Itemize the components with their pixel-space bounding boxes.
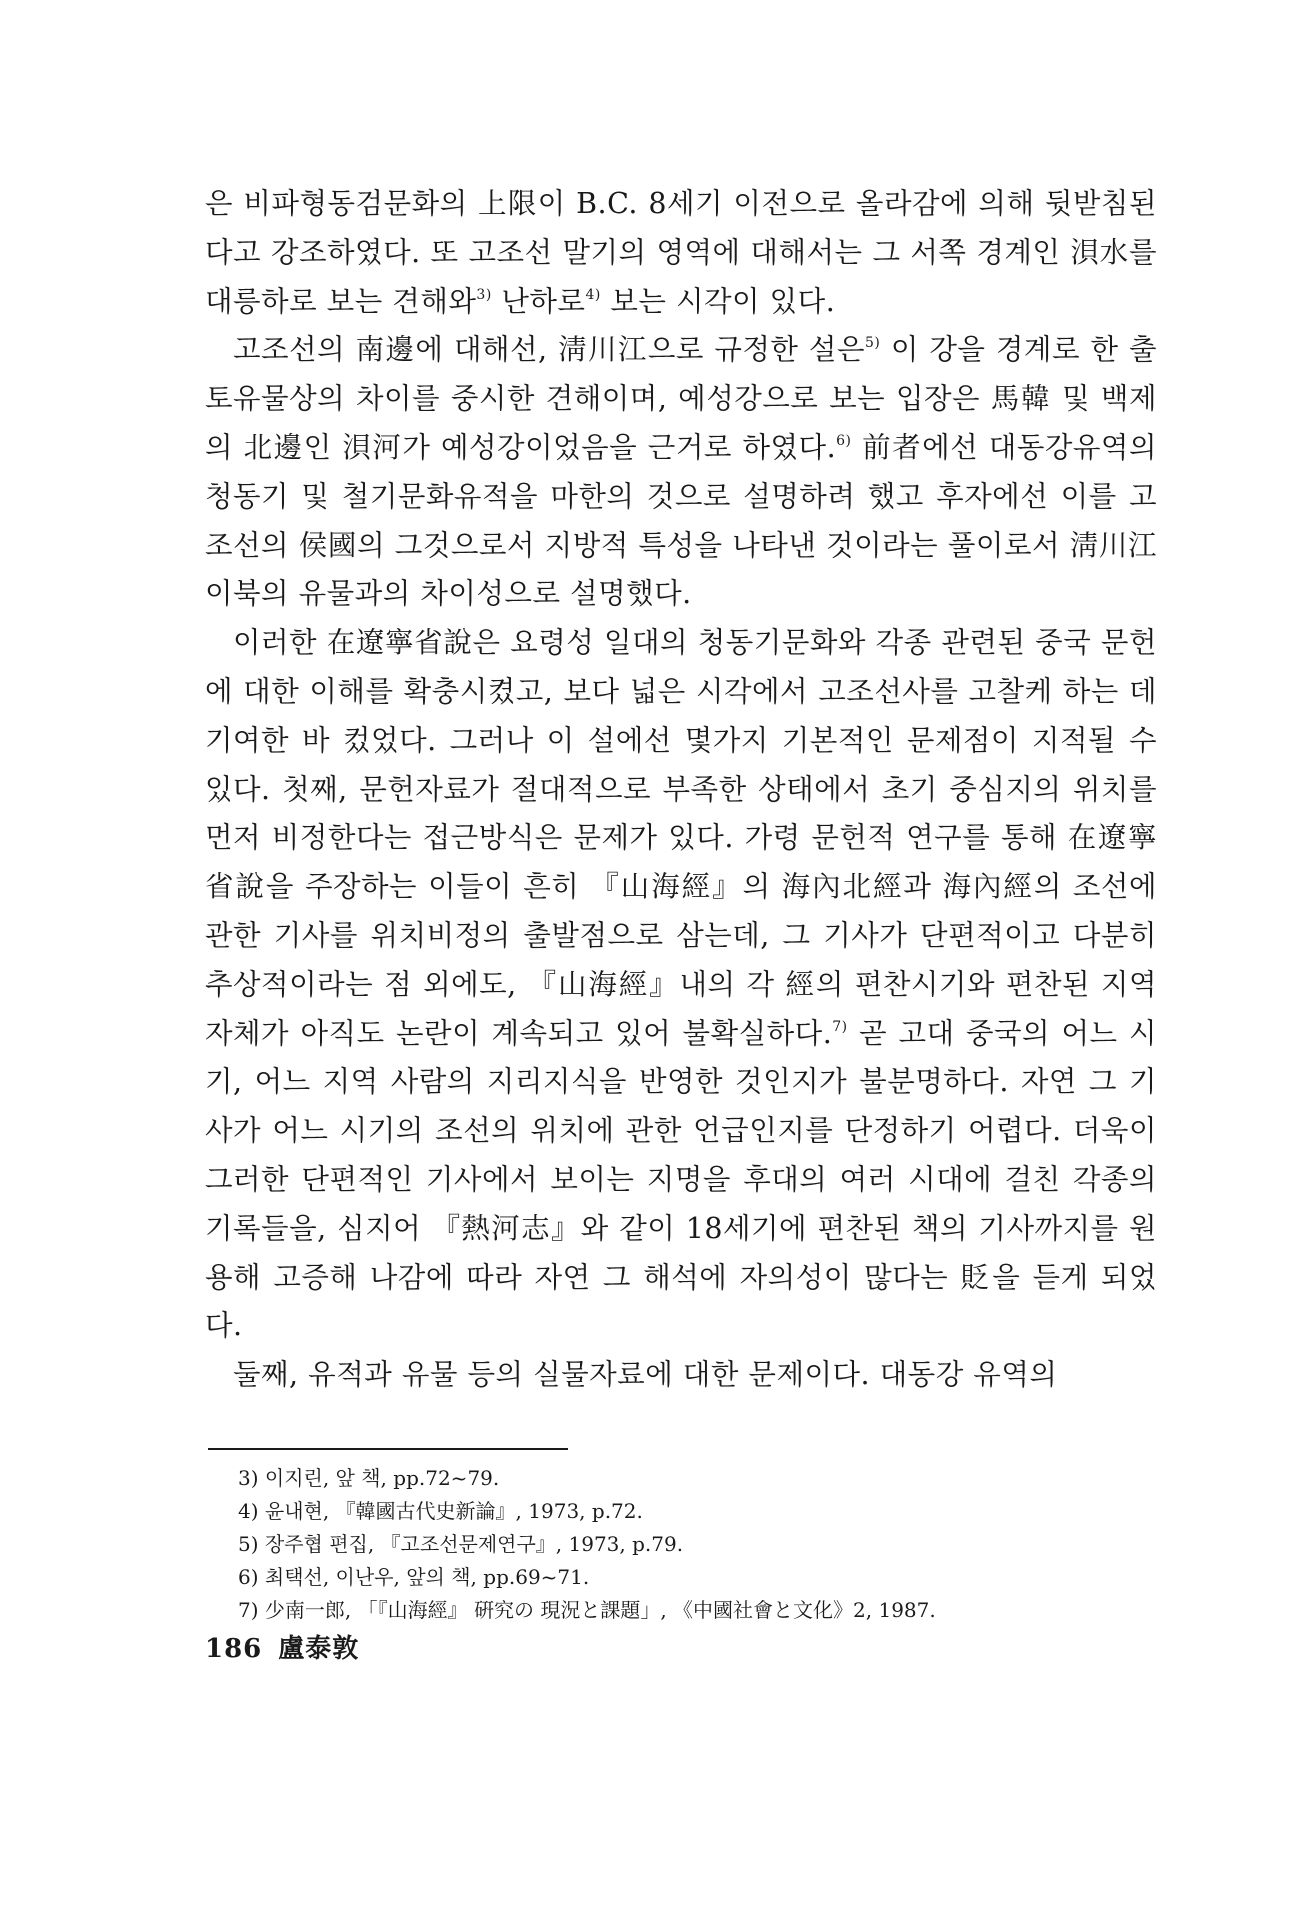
text-run: 이 강을 경계로 한 출토유물상의 차이를 중시한 견해이며, 예성강으로 보는 입장은 馬韓 및 백제의 北邊인 浿河가 예성강이었음을 근거로 하였다. — [205, 333, 1158, 464]
footnote: 3) 이지린, 앞 책, pp.72~79. — [238, 1466, 500, 1490]
footnote: 5) 장주협 편집, 『고조선문제연구』, 1973, p.79. — [238, 1532, 684, 1556]
text-run: 은 비파형동검문화의 上限이 B.C. 8세기 이전으로 올라감에 의해 뒷받침된다고 강조하였다. 또 고조선 말기의 영역에 대해서는 그 서쪽 경계인 浿水를 대릉하로 보는 견해와 — [205, 187, 1157, 318]
footnotes — [238, 1462, 1138, 1627]
footnote: 4) 윤내현, 『韓國古代史新論』, 1973, p.72. — [238, 1499, 643, 1523]
paragraph — [205, 1351, 1157, 1400]
footnote-ref[interactable]: 4) — [585, 286, 601, 303]
text-run: 고조선의 南邊에 대해선, 淸川江으로 규정한 설은 — [233, 333, 865, 367]
footnote-rule — [208, 1448, 568, 1450]
page-number: 186 — [205, 1634, 263, 1664]
text-run: 前者에선 대동강유역의 청동기 및 철기문화유적을 마한의 것으로 설명하려 했고 후자에선 이를 고조선의 侯國의 그것으로서 지방적 특성을 나타낸 것이라는 풀이로서 淸川江 이북의 유물과의 차이성으로 설명했다. — [205, 430, 1157, 611]
text-run: 둘째, 유적과 유물 등의 실물자료에 대한 문제이다. 대동강 유역의 — [233, 1358, 1058, 1392]
footnote: 7) 少南一郎, 「『山海經』 硏究の 現況と課題」, 《中國社會と文化》2, 1987. — [238, 1598, 936, 1622]
footnote-ref[interactable]: 7) — [832, 1018, 848, 1035]
paragraph — [205, 326, 1157, 619]
text-run: 보는 시각이 있다. — [600, 284, 836, 318]
text-run: 곧 고대 중국의 어느 시기, 어느 지역 사람의 지리지식을 반영한 것인지가 불분명하다. 자연 그 기사가 어느 시기의 조선의 위치에 관한 언급인지를 단정하기 어렵다. 더욱이 그러한 단편적인 기사에서 보이는 지명을 후대의 여러 시대에 걸친 각종의 기록들을, 심지어 『熱河志』와 같이 18세기에 편찬된 책의 기사까지를 원용해 고증해 나감에 따라 자연 그 해석에 자의성이 많다는 貶을 듣게 되었다. — [205, 1016, 1157, 1343]
author-name: 盧泰敦 — [278, 1634, 360, 1664]
paragraph — [205, 619, 1157, 1351]
footnote-ref[interactable]: 5) — [865, 335, 881, 352]
footnote: 6) 최택선, 이난우, 앞의 책, pp.69~71. — [238, 1565, 590, 1589]
footnote-ref[interactable]: 6) — [836, 432, 852, 449]
text-run: 이러한 在遼寧省說은 요령성 일대의 청동기문화와 각종 관련된 중국 문헌에 대한 이해를 확충시켰고, 보다 넓은 시각에서 고조선사를 고찰케 하는 데 기여한 바 컸었다. 그러나 이 설에선 몇가지 기본적인 문제점이 지적될 수 있다. 첫째, 문헌자료가 절대적으로 부족한 상태에서 초기 중심지의 위치를 먼저 비정한다는 접근방식은 문제가 있다. 가령 문헌적 연구를 통해 在遼寧省說을 주장하는 이들이 흔히 『山海經』의 海內北經과 海內經의 조선에 관한 기사를 위치비정의 출발점으로 삼는데, 그 기사가 단편적이고 다분히 추상적이라는 점 외에도, 『山海經』내의 각 經의 편찬시기와 편찬된 지역 자체가 아직도 논란이 계속되고 있어 불확실하다. — [205, 626, 1157, 1050]
text-run: 난하로 — [491, 284, 586, 318]
paragraph — [205, 180, 1157, 326]
body-text — [205, 180, 1157, 1400]
page-footer — [205, 1628, 359, 1665]
footnote-ref[interactable]: 3) — [476, 286, 492, 303]
